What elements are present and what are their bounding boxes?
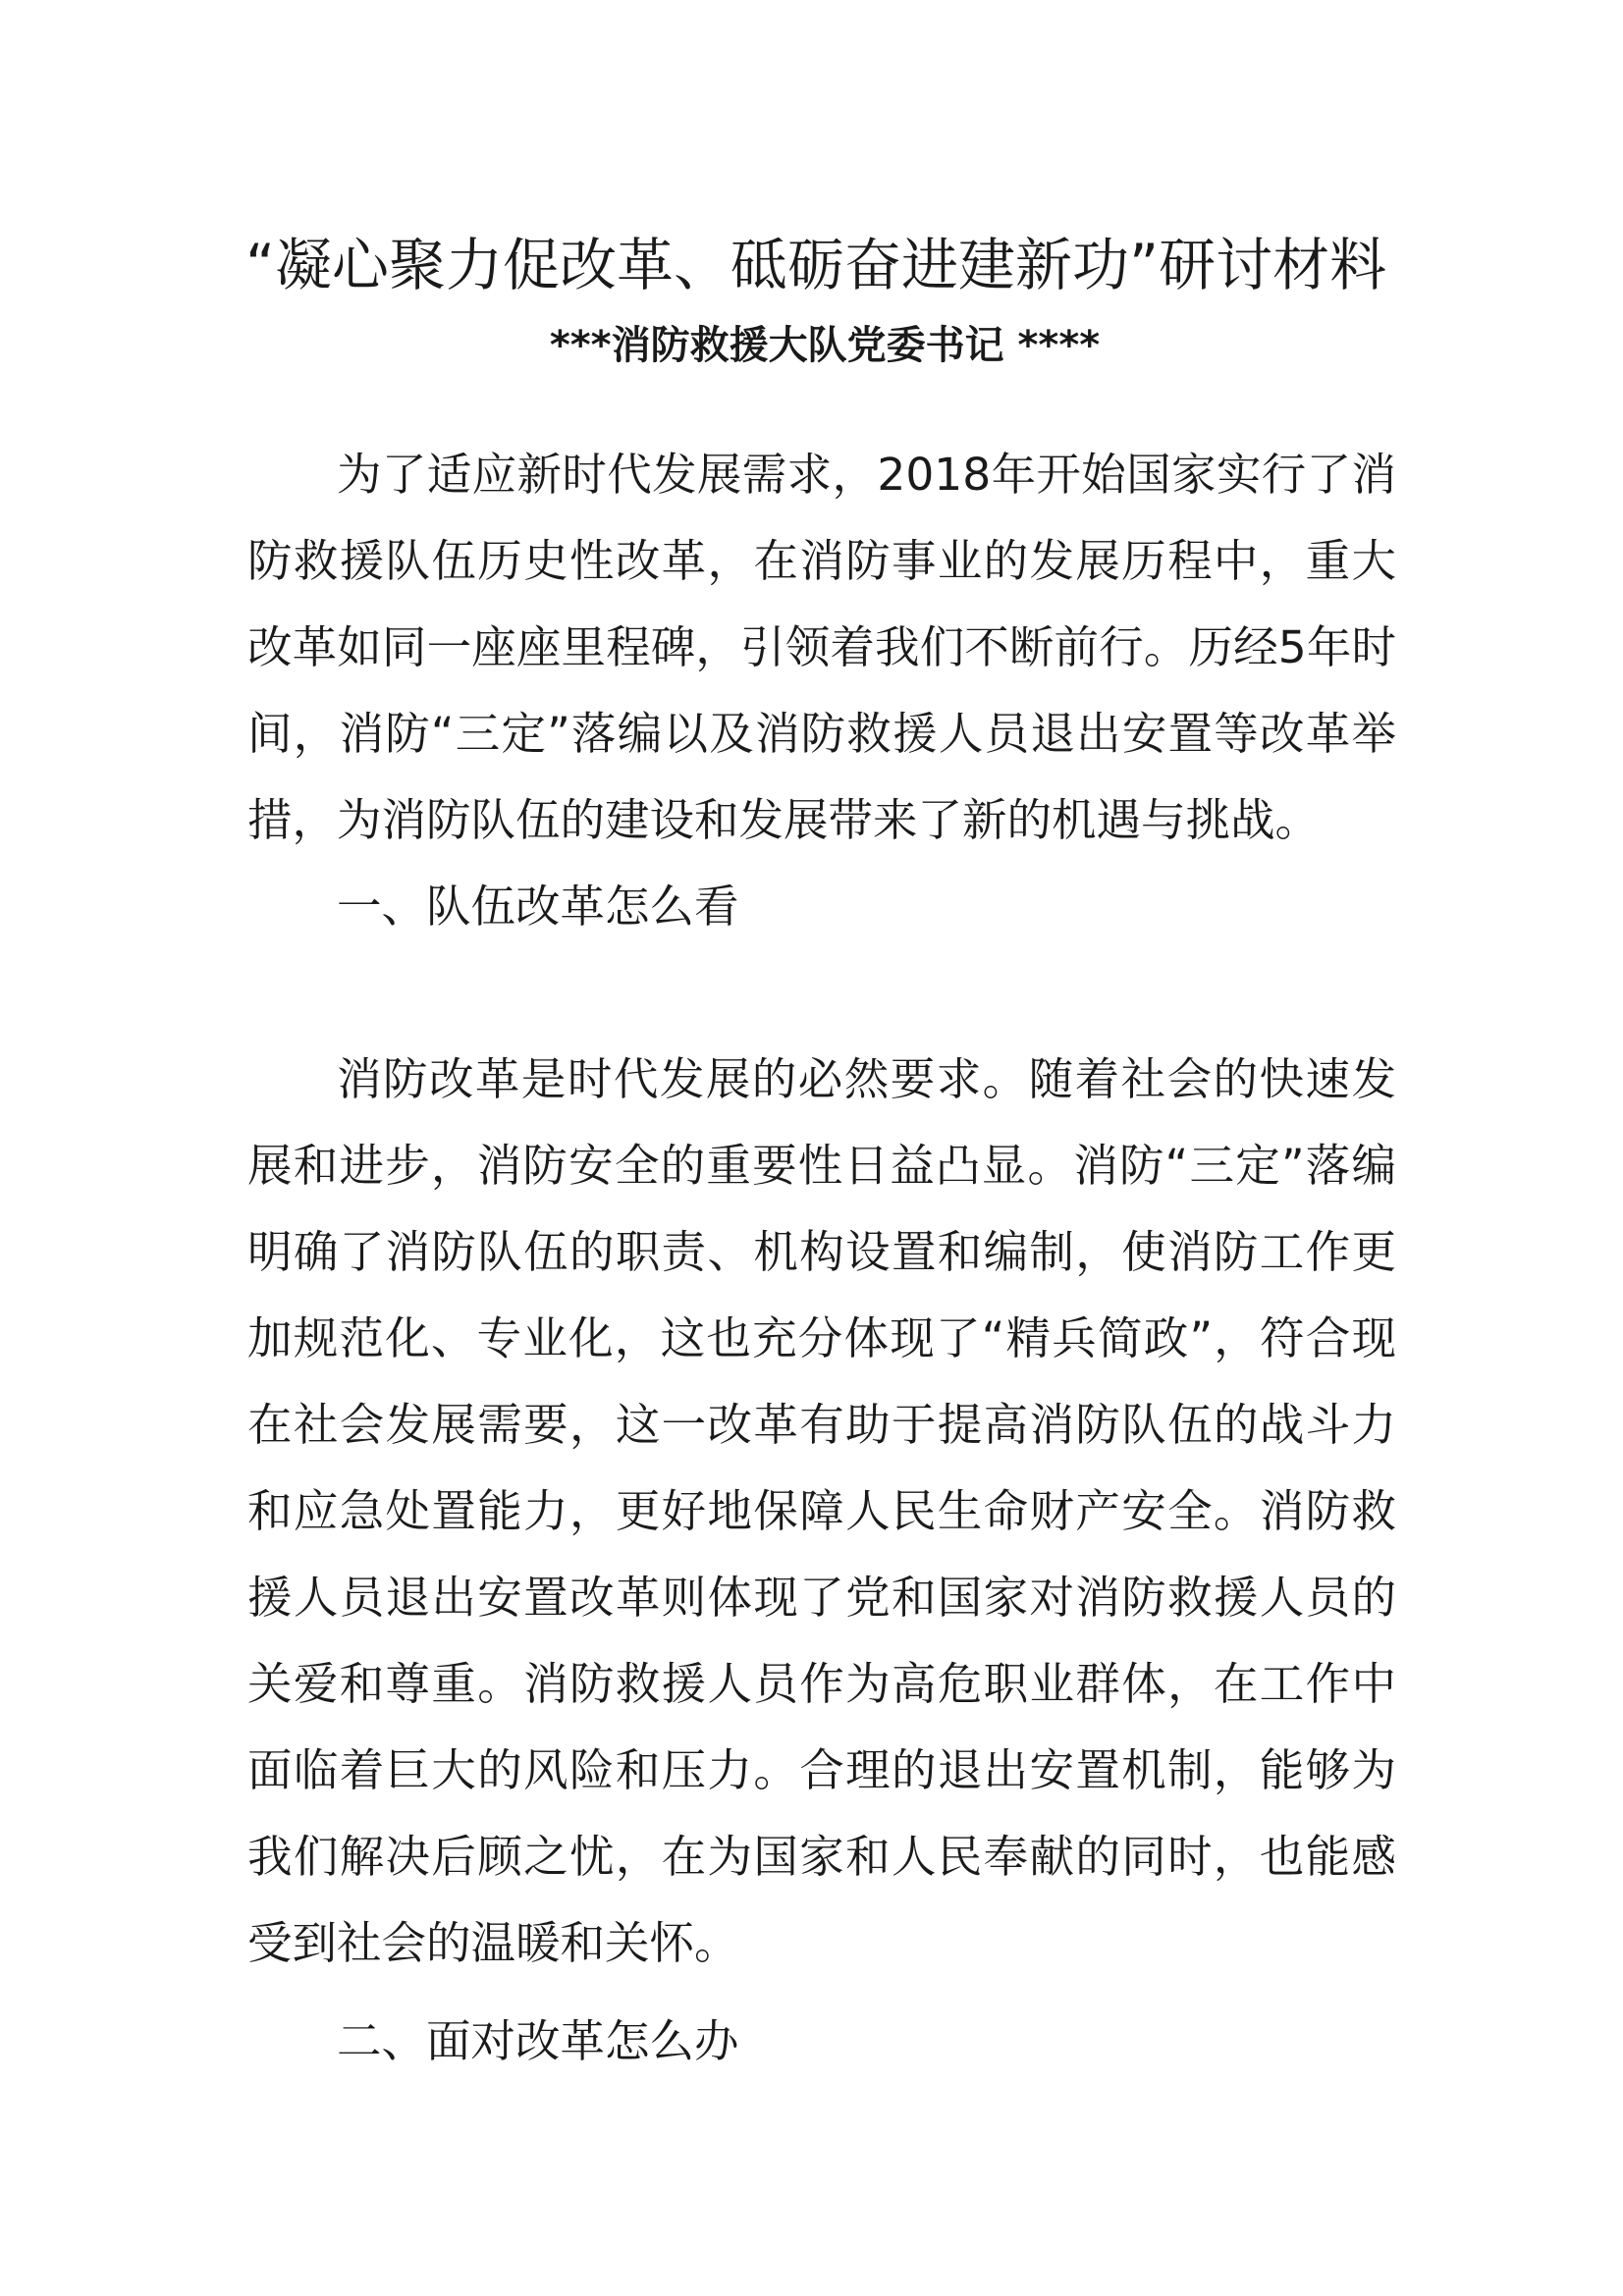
paragraph-section-1: 消防改革是时代发展的必然要求。随着社会的快速发展和进步，消防安全的重要性日益凸显。消防“三定”落编明确了消防队伍的职责、机构设置和编制，使消防工作更加规范化、专业化，这也充分体现了“精兵简政”，符合现在社会发展需要，这一改革有助于提高消防队伍的战斗力和应急处置能力，更好地保障人民生命财产安全。消防救援人员退出安置改革则体现了党和国家对消防救援人员的关爱和尊重。消防救援人员作为高危职业群体，在工作中面临着巨大的风险和压力。合理的退出安置机制，能够为我们解决后顾之忧，在为国家和人民奉献的同时，也能感受到社会的温暖和关怀。: [247, 1053, 1396, 1969]
section-heading-2: 二、面对改革怎么办: [337, 2015, 739, 2067]
paragraph-intro: 为了适应新时代发展需求，2018年开始国家实行了消防救援队伍历史性改革，在消防事业的发展历程中，重大改革如同一座座里程碑，引领着我们不断前行。历经5年时间，消防“三定”落编以及消防救援人员退出安置等改革举措，为消防队伍的建设和发展带来了新的机遇与挑战。: [247, 449, 1396, 846]
document-title: “凝心聚力促改革、砥砺奋进建新功”研讨材料: [245, 232, 1387, 298]
paragraph-spacer: [247, 1987, 1396, 1999]
document-author: ***消防救援大队党委书记 ****: [549, 323, 1101, 368]
section-heading-1: 一、队伍改革怎么看: [337, 881, 739, 933]
document-body: [247, 432, 1396, 2085]
paragraph-spacer: [247, 950, 1396, 1037]
